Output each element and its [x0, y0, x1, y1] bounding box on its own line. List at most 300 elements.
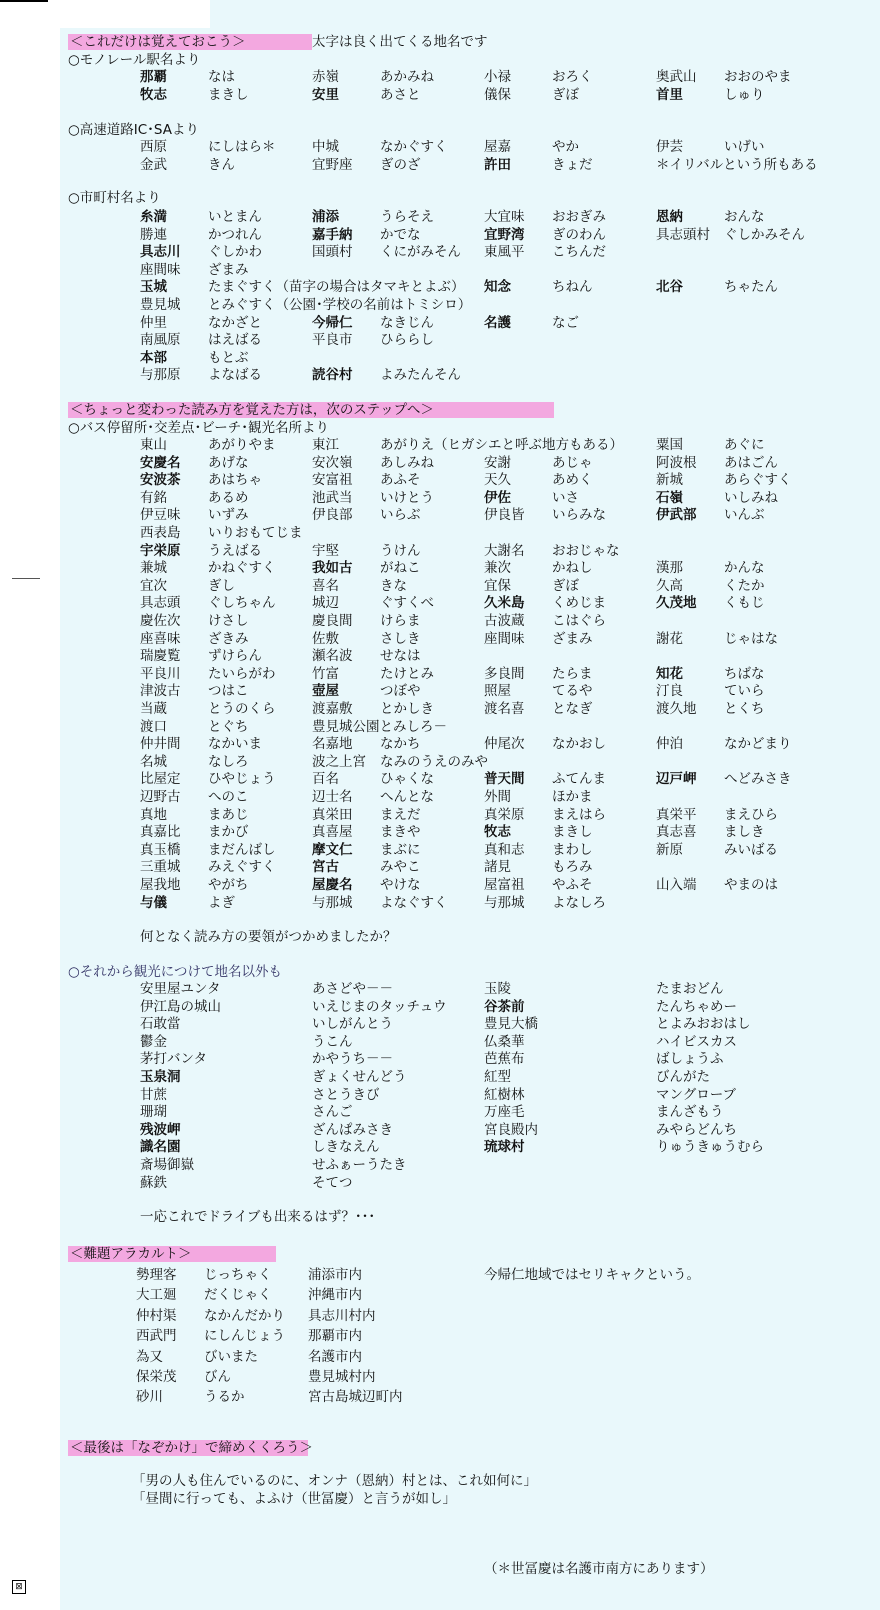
- tourism-term: 宮良殿内: [484, 1121, 538, 1138]
- place-reading: かねし: [552, 560, 593, 577]
- tourism-term: 豊見大橋: [484, 1016, 538, 1033]
- place-name: 座間味: [484, 630, 525, 647]
- section-header-hard: ＜難題アラカルト＞: [68, 1246, 276, 1262]
- place-reading: きん: [208, 156, 235, 173]
- place-name: 波之上宮: [312, 753, 366, 770]
- place-reading: ひゃくな: [380, 771, 434, 788]
- place-name: 国頭村: [312, 244, 353, 261]
- place-name: 津波古: [140, 683, 181, 700]
- place-reading: けさし: [208, 613, 249, 629]
- place-location: 浦添市内: [308, 1267, 362, 1283]
- place-reading: ぎぼ: [552, 86, 579, 103]
- place-reading: つぼや: [380, 683, 421, 700]
- bus-stop-subtitle: ○バス停留所･交差点･ビーチ･観光名所より: [68, 420, 329, 436]
- place-reading: じっちゃく: [204, 1267, 272, 1283]
- table-row: [0, 506, 880, 524]
- place-reading: まきや: [380, 824, 421, 841]
- place-name: 与那城: [312, 894, 353, 911]
- place-reading: もとぶ: [208, 349, 249, 366]
- place-reading: じゃはな: [724, 630, 778, 647]
- place-name: 新城: [656, 472, 683, 489]
- place-reading: よぎ: [208, 894, 235, 911]
- place-reading: あらぐすく: [724, 472, 792, 489]
- place-name: 安慶名: [140, 454, 181, 471]
- place-reading: へどみさき: [724, 771, 792, 788]
- place-reading: あがりやま: [208, 437, 276, 453]
- place-name: 具志川: [140, 244, 181, 261]
- place-reading: みえぐすく: [208, 859, 276, 876]
- table-row: [0, 630, 880, 648]
- place-reading: ぐしかみそん: [724, 226, 805, 243]
- table-row: [0, 1033, 880, 1051]
- place-name: 竹富: [312, 665, 339, 682]
- place-reading: うらそえ: [380, 209, 434, 225]
- tourism-reading: ハイビスカス: [656, 1033, 737, 1050]
- place-name: 池武当: [312, 489, 353, 506]
- place-reading: なは: [208, 69, 235, 85]
- place-name: 石嶺: [656, 489, 683, 506]
- place-reading: くめじま: [552, 595, 606, 612]
- tourism-term: 鬱金: [140, 1033, 167, 1050]
- place-name: 座間味: [140, 261, 181, 278]
- question-text: 何となく読み方の要領がつかめましたか？: [140, 929, 397, 945]
- place-name: 与儀: [140, 894, 167, 911]
- place-reading: やまのは: [724, 877, 778, 893]
- place-name: 保栄茂: [136, 1369, 177, 1385]
- place-location: 名護市内: [308, 1348, 362, 1365]
- place-name: 名城: [140, 753, 167, 770]
- table-row: [0, 700, 880, 718]
- table-row: [0, 1388, 880, 1406]
- table-row: [0, 806, 880, 824]
- place-reading: ぐしかわ: [208, 244, 262, 261]
- place-name: 与那城: [484, 894, 525, 911]
- place-name: 渡口: [140, 718, 167, 735]
- place-reading: いらみな: [552, 507, 606, 524]
- place-reading: つはこ: [208, 683, 249, 700]
- place-name: 真和志: [484, 841, 525, 858]
- place-name: 宮古: [312, 859, 339, 876]
- place-name: 宜野湾: [484, 226, 525, 243]
- table-row: [0, 647, 880, 665]
- place-name: 屋富祖: [484, 877, 525, 893]
- place-reading: まえはら: [552, 806, 606, 823]
- group-title: ○高速道路IC･SAより: [68, 122, 199, 138]
- tourism-reading: あさどや－－: [312, 981, 393, 997]
- table-row: [0, 858, 880, 876]
- place-reading: くたか: [724, 577, 765, 594]
- place-reading: なかざと: [208, 314, 262, 331]
- place-name: 大宜味: [484, 209, 525, 225]
- place-reading: ずけらん: [208, 648, 262, 665]
- place-name: 安富祖: [312, 472, 353, 489]
- place-name: 安波茶: [140, 472, 181, 489]
- place-reading: まえひら: [724, 806, 778, 823]
- place-reading: ぐしちゃん: [208, 595, 276, 612]
- tourism-reading: みやらどんち: [656, 1121, 737, 1138]
- place-name: 伊武部: [656, 507, 697, 524]
- place-name: 東風平: [484, 244, 525, 261]
- place-reading: へのこ: [208, 789, 249, 805]
- place-reading: かつれん: [208, 226, 262, 243]
- place-name: 兼城: [140, 560, 167, 577]
- table-row: [0, 1348, 880, 1366]
- place-name: 首里: [656, 86, 683, 103]
- place-name: 久米島: [484, 595, 525, 612]
- place-reading: なかどまり: [724, 736, 792, 753]
- table-row: [0, 1086, 880, 1104]
- table-row: [0, 841, 880, 859]
- place-reading: がねこ: [380, 560, 421, 577]
- place-reading: まわし: [552, 841, 593, 858]
- tourism-reading: りゅうきゅうむら: [656, 1139, 764, 1156]
- place-name: 奥武山: [656, 69, 697, 85]
- place-name: 金武: [140, 156, 167, 173]
- table-row: [0, 735, 880, 753]
- place-name: 汀良: [656, 683, 683, 700]
- place-name: 仲村渠: [136, 1307, 177, 1324]
- section-header-basics: ＜これだけは覚えておこう＞: [68, 34, 312, 50]
- place-name: 辺士名: [312, 789, 353, 805]
- place-name: 山入端: [656, 877, 697, 893]
- place-location: 宮古島城辺町内: [308, 1389, 403, 1406]
- tourism-term: 甘蔗: [140, 1086, 167, 1103]
- place-reading: きな: [380, 577, 407, 594]
- place-name: 浦添: [312, 209, 339, 225]
- section-header-next-step: ＜ちょっと変わった読み方を覚えた方は，次のステップへ＞: [68, 402, 554, 418]
- place-name: 大工廻: [136, 1287, 177, 1304]
- place-reading: とぐち: [208, 718, 249, 735]
- place-reading: うるか: [204, 1389, 245, 1406]
- place-reading: おおぎみ: [552, 209, 606, 225]
- place-reading: へんとな: [380, 789, 434, 805]
- tourism-term: 蘇鉄: [140, 1174, 167, 1191]
- place-reading: ていら: [724, 683, 765, 700]
- place-name: 本部: [140, 349, 167, 366]
- table-row: [0, 788, 880, 806]
- table-row: [0, 718, 880, 736]
- place-reading: はえばる: [208, 332, 262, 349]
- place-reading: よなばる: [208, 367, 262, 384]
- place-name: 仲里: [140, 314, 167, 331]
- place-reading: とくち: [724, 701, 765, 717]
- tourism-term: 谷茶前: [484, 998, 525, 1015]
- place-name: 真地: [140, 806, 167, 823]
- table-row: [0, 1327, 880, 1345]
- place-name: 那覇: [140, 69, 167, 85]
- section-header-riddle: ＜最後は「なぞかけ」で締めくくろう＞: [70, 1440, 313, 1456]
- place-name: 宜保: [484, 577, 511, 594]
- place-reading: だくじゃく: [204, 1287, 272, 1304]
- place-name: 百名: [312, 771, 339, 788]
- place-name: 兼次: [484, 560, 511, 577]
- place-name: 恩納: [656, 209, 683, 225]
- place-name: 具志頭村: [656, 226, 710, 243]
- place-reading: かでな: [380, 226, 421, 243]
- place-name: 伊豆味: [140, 507, 181, 524]
- place-reading: ぎぼ: [552, 577, 579, 594]
- table-row: [0, 682, 880, 700]
- table-row: [0, 770, 880, 788]
- table-row: [0, 876, 880, 894]
- table-row: [0, 489, 880, 507]
- place-reading: となぎ: [552, 701, 593, 717]
- tourism-reading: いえじまのタッチュウ: [312, 998, 447, 1015]
- place-reading: なしろ: [208, 753, 249, 770]
- tourism-term: 紅型: [484, 1069, 511, 1085]
- place-name: 屋我地: [140, 877, 181, 893]
- bold-note: 太字は良く出てくる地名です: [312, 34, 488, 50]
- place-reading: くもじ: [724, 595, 765, 612]
- place-reading: ぎのわん: [552, 226, 606, 243]
- place-location: 沖縄市内: [308, 1287, 362, 1304]
- table-row: [0, 1138, 880, 1156]
- place-location: 具志川村内: [308, 1307, 376, 1324]
- place-name: 辺戸岬: [656, 771, 697, 788]
- table-row: [0, 823, 880, 841]
- table-row: [0, 1368, 880, 1386]
- place-reading: きょだ: [552, 156, 593, 173]
- top-strip: [0, 0, 210, 28]
- place-reading: おろく: [552, 69, 593, 85]
- place-name: 粟国: [656, 437, 683, 453]
- place-name: 知花: [656, 665, 683, 682]
- place-reading: びん: [204, 1369, 231, 1385]
- place-reading: あはちゃ: [208, 472, 262, 489]
- place-name: 佐敷: [312, 630, 339, 647]
- place-name: 読谷村: [312, 367, 353, 384]
- place-reading: あがりえ（ヒガシエと呼ぶ地方もある）: [380, 437, 623, 453]
- tourism-term: 万座毛: [484, 1104, 525, 1121]
- place-name: 新原: [656, 841, 683, 858]
- place-reading: ぎのざ: [380, 156, 421, 173]
- place-name: 普天間: [484, 771, 525, 788]
- group-title: ○市町村名より: [68, 190, 161, 206]
- place-reading: くにがみそん: [380, 244, 461, 261]
- table-row: [0, 559, 880, 577]
- place-reading: まえだ: [380, 806, 421, 823]
- place-reading: にしんじょう: [204, 1328, 285, 1345]
- place-reading: いらぶ: [380, 507, 421, 524]
- table-row: [0, 314, 880, 332]
- table-row: [0, 208, 880, 226]
- place-reading: たらま: [552, 665, 593, 682]
- place-name: 照屋: [484, 683, 511, 700]
- place-name: 比屋定: [140, 771, 181, 788]
- place-reading: こちんだ: [552, 244, 606, 261]
- tourism-term: 玉陵: [484, 981, 511, 997]
- tourism-reading: ばしょうふ: [656, 1051, 724, 1068]
- closing-text: 一応これでドライブも出来るはず？･･･: [140, 1209, 376, 1225]
- place-reading: ひららし: [380, 332, 434, 349]
- table-row: [0, 998, 880, 1016]
- place-name: 壺屋: [312, 683, 339, 700]
- place-reading: あはごん: [724, 454, 778, 471]
- place-name: 嘉手納: [312, 226, 353, 243]
- place-reading: なかち: [380, 736, 421, 753]
- place-name: 伊芸: [656, 139, 683, 155]
- table-row: [0, 665, 880, 683]
- table-row: [0, 86, 880, 104]
- place-name: 西表島: [140, 525, 181, 541]
- tourism-reading: まんざもう: [656, 1104, 724, 1121]
- place-name: 漢那: [656, 560, 683, 577]
- tourism-term: 仏桑華: [484, 1033, 525, 1050]
- place-name: 宜次: [140, 577, 167, 594]
- place-name: 西武門: [136, 1328, 177, 1345]
- place-reading: いげい: [724, 139, 765, 155]
- place-reading: うえばる: [208, 542, 262, 559]
- place-name: 安謝: [484, 454, 511, 471]
- table-row: [0, 612, 880, 630]
- place-reading: あめく: [552, 472, 593, 489]
- place-name: 豊見城公園とみしろ－: [312, 718, 447, 735]
- place-reading: なご: [552, 314, 579, 331]
- place-name: 豊見城: [140, 297, 181, 313]
- table-row: [0, 138, 880, 156]
- place-name: 喜名: [312, 577, 339, 594]
- place-name: 宇堅: [312, 542, 339, 559]
- place-reading: おおのやま: [724, 69, 792, 85]
- table-row: [0, 577, 880, 595]
- place-location: 那覇市内: [308, 1328, 362, 1345]
- place-reading: まきし: [208, 86, 249, 103]
- place-reading: いとまん: [208, 209, 262, 225]
- place-reading: ちばな: [724, 665, 765, 682]
- table-row: [0, 894, 880, 912]
- place-name: 真栄田: [312, 806, 353, 823]
- place-name: 許田: [484, 156, 511, 173]
- place-reading: おんな: [724, 209, 765, 225]
- place-reading: ほかま: [552, 789, 593, 805]
- table-row: [0, 349, 880, 367]
- place-reading: なみのうえのみや: [380, 753, 488, 770]
- place-reading: あふそ: [380, 472, 421, 489]
- place-reading: ひやじょう: [208, 771, 276, 788]
- place-reading: ぎし: [208, 577, 235, 594]
- place-reading: かねぐすく: [208, 560, 276, 577]
- place-reading: たいらがわ: [208, 665, 276, 682]
- place-name: 有銘: [140, 489, 167, 506]
- place-name: 名護: [484, 314, 511, 331]
- place-reading: まあじ: [208, 806, 249, 823]
- tourism-reading: しきなえん: [312, 1139, 380, 1156]
- place-reading: なかいま: [208, 736, 262, 753]
- place-name: 真志喜: [656, 824, 697, 841]
- place-reading: まかび: [208, 824, 249, 841]
- place-name: 久茂地: [656, 595, 697, 612]
- place-reading: なかおし: [552, 736, 606, 753]
- place-name: 赤嶺: [312, 69, 339, 85]
- place-name: 平良川: [140, 665, 181, 682]
- place-name: 真喜屋: [312, 824, 353, 841]
- place-reading: なきじん: [380, 314, 434, 331]
- place-name: 儀保: [484, 86, 511, 103]
- place-name: 真玉橋: [140, 841, 181, 858]
- place-reading: あぐに: [724, 437, 765, 453]
- table-row: [0, 366, 880, 384]
- table-row: [0, 471, 880, 489]
- tourism-subtitle: ○それから観光につけて地名以外も: [68, 964, 283, 980]
- place-name: 為又: [136, 1348, 163, 1365]
- place-name: 真栄平: [656, 806, 697, 823]
- place-name: 三重城: [140, 859, 181, 876]
- place-name: 伊良皆: [484, 507, 525, 524]
- place-name: 当蔵: [140, 701, 167, 717]
- place-name: 城辺: [312, 595, 339, 612]
- table-row: [0, 1068, 880, 1086]
- tourism-term: 斎場御嶽: [140, 1157, 194, 1173]
- place-reading: あさと: [380, 86, 421, 103]
- place-reading: とみぐすく（公園･学校の名前はトミシロ）: [208, 297, 472, 313]
- table-row: [0, 331, 880, 349]
- place-name: 真栄原: [484, 806, 525, 823]
- tourism-reading: とよみおおはし: [656, 1016, 751, 1033]
- tourism-reading: たんちゃめー: [656, 998, 737, 1015]
- place-name: 中城: [312, 139, 339, 155]
- place-reading: みやこ: [380, 859, 421, 876]
- riddle-footnote: （＊世冨慶は名護市南方にあります）: [484, 1561, 714, 1577]
- place-reading: にしはら＊: [208, 139, 276, 155]
- tourism-term: 琉球村: [484, 1139, 525, 1156]
- place-name: 勝連: [140, 226, 167, 243]
- tourism-term: 伊江島の城山: [140, 998, 221, 1015]
- table-row: [0, 542, 880, 560]
- place-reading: ちねん: [552, 279, 593, 296]
- place-name: 摩文仁: [312, 841, 353, 858]
- place-reading: ちゃたん: [724, 279, 778, 296]
- place-name: 安次嶺: [312, 454, 353, 471]
- place-name: 屋慶名: [312, 877, 353, 893]
- place-name: 南風原: [140, 332, 181, 349]
- table-row: [0, 296, 880, 314]
- place-name: 伊佐: [484, 489, 511, 506]
- place-name: 諸見: [484, 859, 511, 876]
- place-name: 東江: [312, 437, 339, 453]
- place-name: 瀬名波: [312, 648, 353, 665]
- place-name: 仲井間: [140, 736, 181, 753]
- place-name: 今帰仁: [312, 314, 353, 331]
- place-name: 伊良部: [312, 507, 353, 524]
- place-name: 勢理客: [136, 1267, 177, 1283]
- place-reading: やか: [552, 139, 579, 155]
- riddle-line-1: 「男の人も住んでいるのに、オンナ（恩納）村とは、これ如何に」: [132, 1473, 537, 1489]
- place-name: 阿波根: [656, 454, 697, 471]
- place-name: 座喜味: [140, 630, 181, 647]
- place-reading: とうのくら: [208, 701, 276, 717]
- place-reading: たけとみ: [380, 665, 434, 682]
- group-title: ○モノレール駅名より: [68, 52, 201, 68]
- tourism-reading: ざんぱみさき: [312, 1121, 393, 1138]
- place-name: 仲泊: [656, 736, 683, 753]
- place-reading: せなは: [380, 648, 421, 665]
- place-reading: なかんだかり: [204, 1307, 285, 1324]
- place-name: 天久: [484, 472, 511, 489]
- place-reading: びいまた: [204, 1348, 258, 1365]
- tourism-reading: ぎょくせんどう: [312, 1069, 407, 1085]
- table-row: [0, 1121, 880, 1139]
- place-reading: あげな: [208, 454, 249, 471]
- place-name: 我如古: [312, 560, 353, 577]
- place-reading: あしみね: [380, 454, 434, 471]
- tourism-reading: マングローブ: [656, 1086, 737, 1103]
- place-name: 平良市: [312, 332, 353, 349]
- place-reading: まだんばし: [208, 841, 276, 858]
- place-reading: よみたんそん: [380, 367, 461, 384]
- hard-note: 今帰仁地域ではセリキャクという。: [484, 1267, 700, 1283]
- place-reading: いずみ: [208, 507, 249, 524]
- place-reading: ざまみ: [552, 630, 593, 647]
